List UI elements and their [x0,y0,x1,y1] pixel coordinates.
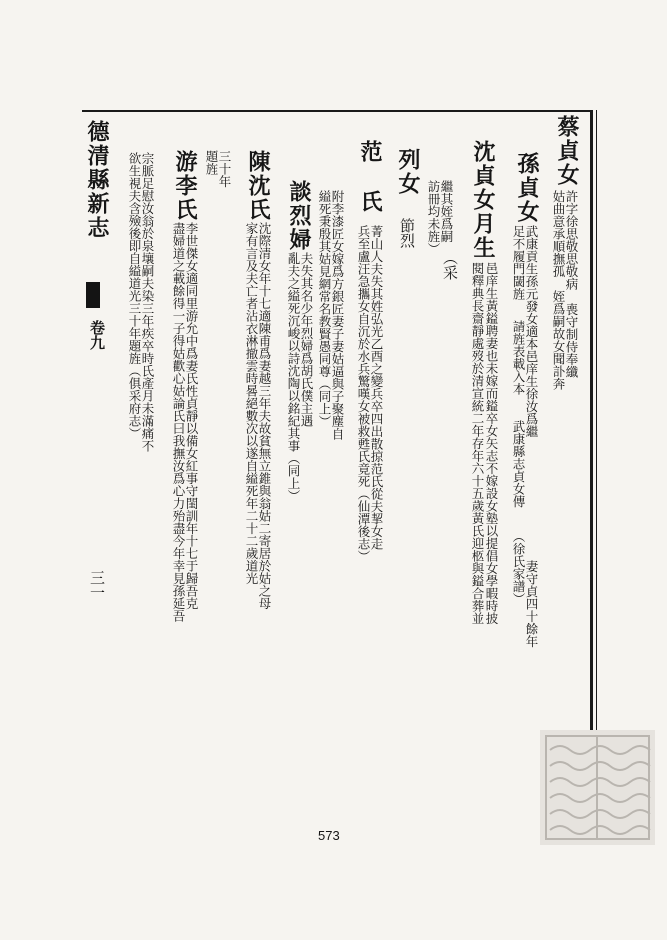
entry-name-tan: 談烈婦 [286,180,312,252]
entry-you-line-a1: 李世傑女適同里游允中爲妻氏性貞靜以備女紅事守閨訓年十七于歸吾克 [184,222,199,610]
entry-li-line-a2: 縊死秉殷其姑見網常名教賢愚同尊（同上） [317,190,332,428]
frame-right-inner-line [596,110,597,820]
margin-volume: 卷九 [88,320,106,350]
entry-cai-line-a1: 許字徐思敬思敬病 [564,190,579,290]
entry-shen-cont-3: 訪冊均未旌） [426,180,441,255]
entry-cai-line-a2: 姑曲意承順撫孤 [551,190,566,278]
entry-sun-line-c2: （徐氏家譜） [511,530,526,605]
frame-top-line [82,110,592,112]
entry-sun-line-b2: 請旌表載入本 [511,320,526,395]
entry-cai-line-b2: 姪爲嗣故女聞訃奔 [551,290,566,390]
section-heading: 列女 [395,148,421,196]
entry-sun-line-a1: 武康貢生孫元發女適本邑庠生徐汝爲繼 [524,225,539,438]
entry-tan-line-a2: 亂夫之縊死沉峻以詩沈陶以銘紀其事（同上） [286,252,301,502]
page-number: 573 [318,828,340,843]
entry-name-cai: 蔡貞女 [554,115,580,187]
entry-tan-line-a1: 夫失其名少年烈婦爲胡氏僕主遇 [299,252,314,427]
entry-fan-line-a2: 兵至盧汪急攜女自沉於水兵驚嘆女被救甦氏竟死（仙潭後志） [356,225,371,563]
entry-name-shen: 沈貞女月生 [470,140,496,260]
entry-chen-honor: 題旌 [204,150,219,175]
entry-cai-line-b1: 喪守制侍奉纖 [564,303,579,378]
margin-book-title: 德清縣新志 [84,120,110,240]
entry-li-line-a1: 附李漆匠女嫁爲方銀匠妻子妻姑逼與子聚塵自 [330,190,345,440]
entry-sun-line-b1: 妻守貞四十餘年 [524,560,539,648]
entry-shen-line-a2: 閱釋典長齋靜處歿於清宣統二年存年六十五歲黃氏迎柩與鎰合葬並 [470,262,485,625]
fishtail-mark [86,282,100,308]
margin-leaf: 三一 [88,570,106,600]
entry-name-you: 游李氏 [172,150,198,222]
entry-fan-line-a1: 菁山人夫失其姓弘光乙酉之變兵卒四出散掠范氏從夫挈女走 [369,225,384,550]
entry-sun-line-c1: 武康縣志貞女傳 [511,420,526,508]
entry-chen-line-a2: 家有言及夫亡者沾衣淋撤雲時晷絕數次以遂自縊死年二十二歲道光 [244,222,259,585]
entry-you-line-b1: 宗脈足慰汝翁於泉壤嗣夫染三年疾卒時氏產月未滿痛不 [140,152,155,452]
entry-shen-cont-2: （采 [441,250,459,280]
section-subheading: 節烈 [398,218,416,248]
frame-right-line [590,110,593,820]
entry-shen-line-a1: 邑庠生黃鎰聘妻也未嫁而鎰卒女矢志不嫁設女塾以提倡女學暇時披 [484,262,499,625]
entry-chen-year: 三十年 [217,150,232,188]
entry-name-chen: 陳沈氏 [245,150,271,222]
entry-shen-cont-1: 繼其姪爲嗣 [439,180,454,243]
entry-name-sun: 孫貞女 [514,152,540,224]
entry-you-line-b2: 欲生視夫含殮後即自縊道光三十年題旌（俱采府志） [127,152,142,440]
entry-you-line-a2: 盡婦道之載餘得一子得姑歡心姑論氏曰我撫汝爲心力殆盡今年幸見孫延吾 [171,222,186,622]
entry-name-fan-2: 氏 [357,190,383,214]
entry-sun-line-a2: 足不履門閾旌 [511,225,526,300]
library-seal-stamp [540,730,655,845]
entry-name-fan: 范 [357,140,383,164]
entry-chen-line-a1: 沈際清女年十七適陳甫爲妻越三年夫故貧無立錐與翁姑二寄居於姑之母 [257,222,272,610]
